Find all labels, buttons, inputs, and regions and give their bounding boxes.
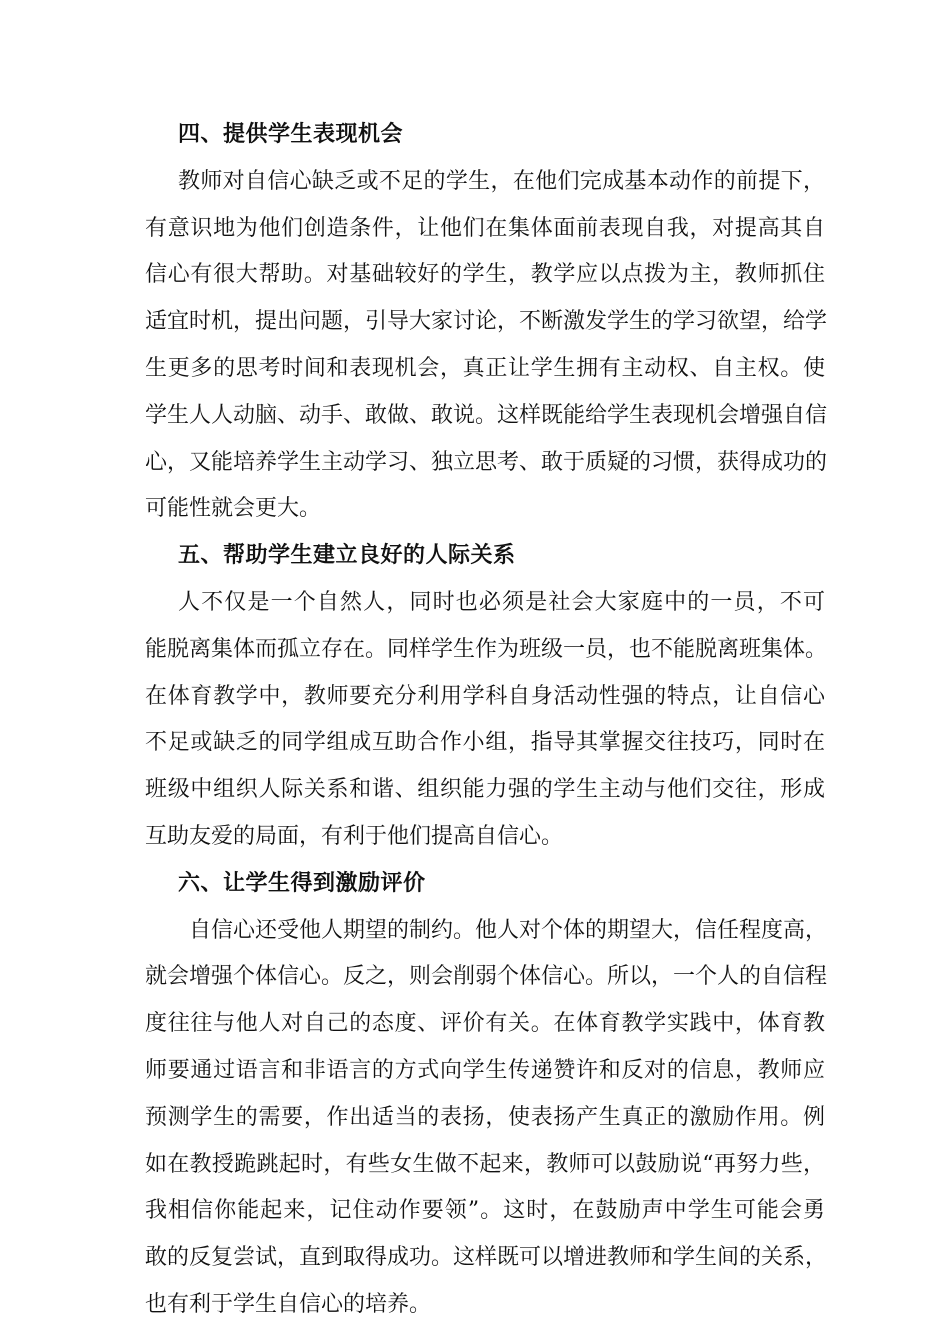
section-heading-4: 四、提供学生表现机会 (178, 122, 404, 147)
paragraph-line: 班级中组织人际关系和谐、组织能力强的学生主动与他们交往，形成 (145, 777, 825, 803)
paragraph-line: 可能性就会更大。 (145, 496, 322, 522)
paragraph-line: 教师对自信心缺乏或不足的学生，在他们完成基本动作的前提下， (178, 168, 825, 194)
paragraph-line: 如在教授跪跳起时，有些女生做不起来，教师可以鼓励说“再努力些， (145, 1151, 825, 1177)
section-heading-6: 六、让学生得到激励评价 (178, 870, 426, 896)
paragraph-line: 生更多的思考时间和表现机会，真正让学生拥有主动权、自主权。使 (145, 355, 825, 381)
paragraph-line: 我相信你能起来，记住动作要领”。这时，在鼓励声中学生可能会勇 (145, 1198, 825, 1224)
paragraph-line: 信心有很大帮助。对基础较好的学生，教学应以点拨为主，教师抓住 (145, 262, 825, 288)
paragraph-line: 互助友爱的局面，有利于他们提高自信心。 (145, 823, 564, 849)
document-body (145, 112, 828, 1329)
paragraph-line: 学生人人动脑、动手、敢做、敢说。这样既能给学生表现机会增强自信 (145, 402, 828, 428)
section-heading-5: 五、帮助学生建立良好的人际关系 (178, 543, 516, 569)
paragraph-line: 就会增强个体信心。反之，则会削弱个体信心。所以，一个人的自信程 (145, 964, 828, 990)
paragraph-line: 人不仅是一个自然人，同时也必须是社会大家庭中的一员，不可 (178, 589, 825, 615)
paragraph-line: 度往往与他人对自己的态度、评价有关。在体育教学实践中，体育教 (145, 1011, 825, 1037)
paragraph-line: 有意识地为他们创造条件，让他们在集体面前表现自我，对提高其自 (145, 215, 825, 241)
paragraph-line: 敢的反复尝试，直到取得成功。这样既可以增进教师和学生间的关系， (145, 1245, 828, 1271)
paragraph-line: 心，又能培养学生主动学习、独立思考、敢于质疑的习惯，获得成功的 (145, 449, 828, 475)
paragraph-line: 在体育教学中，教师要充分利用学科自身活动性强的特点，让自信心 (145, 683, 825, 709)
paragraph-line: 自信心还受他人期望的制约。他人对个体的期望大，信任程度高， (189, 917, 828, 943)
paragraph-line: 预测学生的需要，作出适当的表扬，使表扬产生真正的激励作用。例 (145, 1104, 825, 1130)
paragraph-line: 也有利于学生自信心的培养。 (145, 1291, 432, 1317)
paragraph-line: 师要通过语言和非语言的方式向学生传递赞许和反对的信息，教师应 (145, 1057, 825, 1083)
paragraph-line: 能脱离集体而孤立存在。同样学生作为班级一员，也不能脱离班集体。 (145, 636, 828, 662)
paragraph-line: 适宜时机，提出问题，引导大家讨论，不断激发学生的学习欲望，给学 (145, 309, 828, 335)
paragraph-line: 不足或缺乏的同学组成互助合作小组，指导其掌握交往技巧，同时在 (145, 730, 825, 756)
